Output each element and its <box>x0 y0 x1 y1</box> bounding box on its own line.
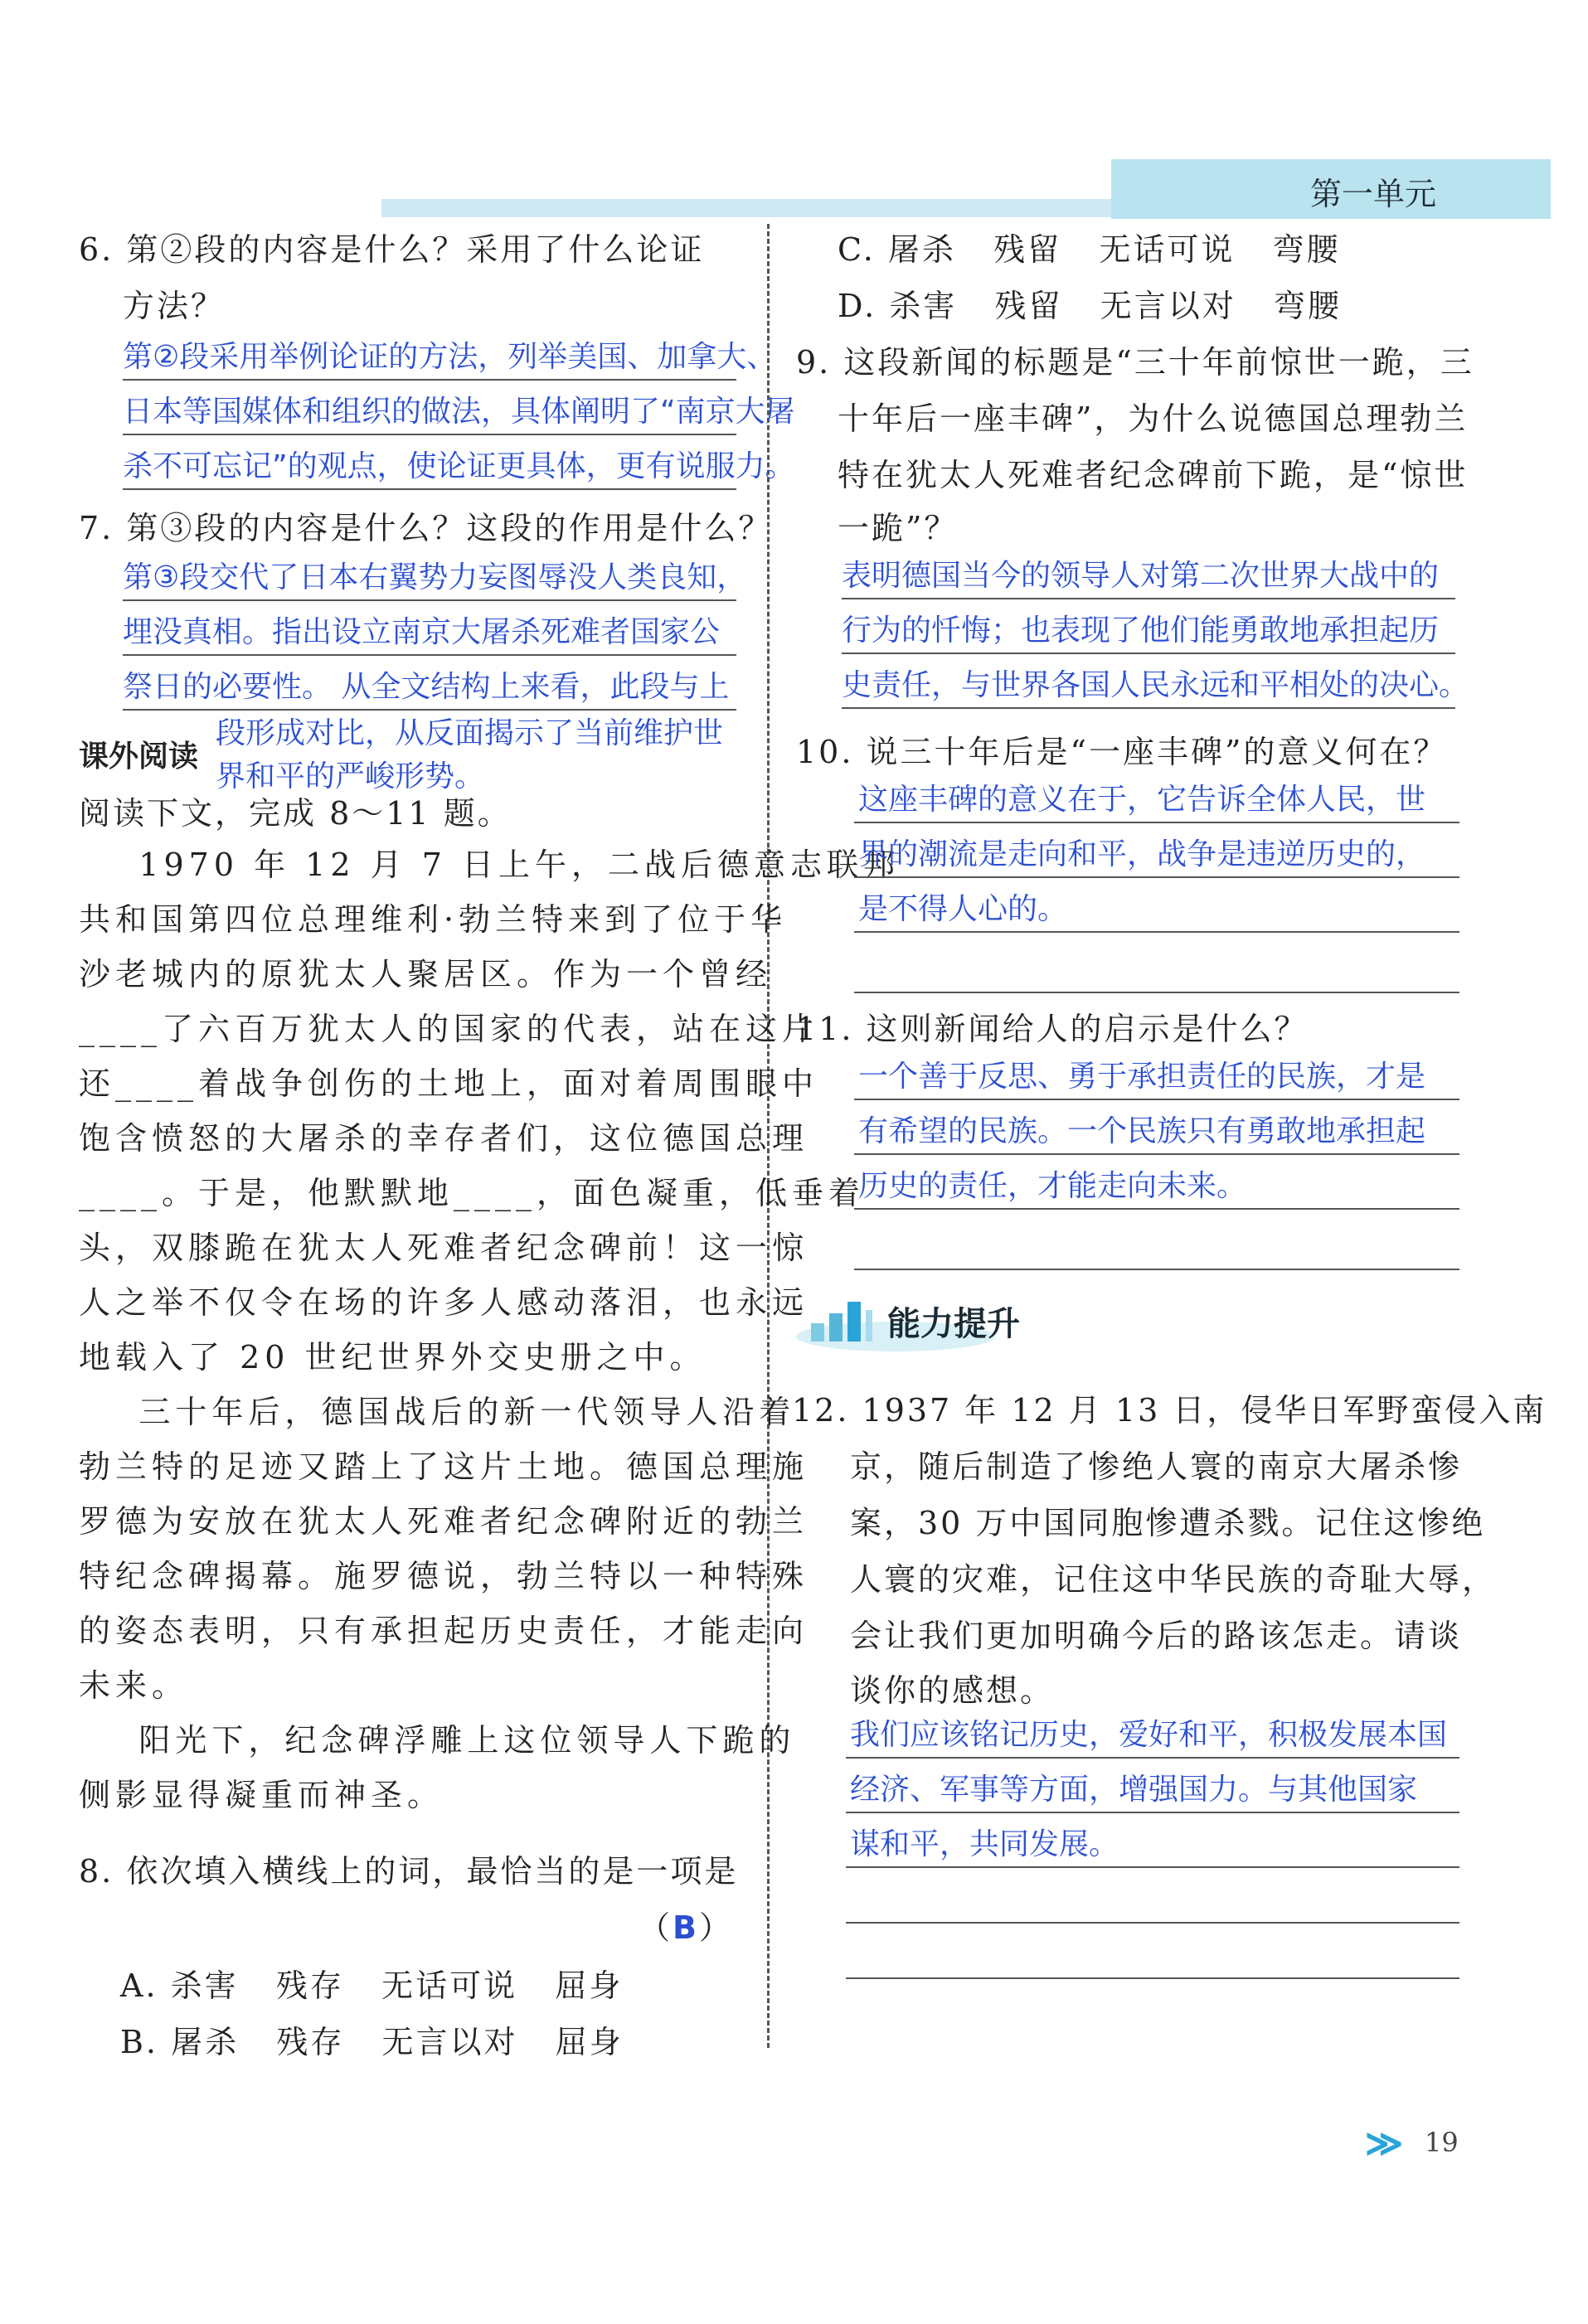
reading-passage <box>79 837 900 1822</box>
answer-11-line: 历史的责任，才能走向未来。 <box>858 1169 1247 1203</box>
question-12-line: 12. 1937 年 12 月 13 日，侵华日军野蛮侵入南 <box>792 1392 1547 1429</box>
passage-line: ____。于是，他默默地____，面色凝重，低垂着 <box>79 1175 866 1211</box>
answer-9-line: 史责任，与世界各国人民永远和平相处的决心。 <box>842 668 1469 702</box>
reading-instruction: 阅读下文，完成 8～11 题。 <box>79 795 512 832</box>
answer-7-line: 第③段交代了日本右翼势力妄图辱没人类良知， <box>123 560 747 594</box>
answer-6-line: 杀不可忘记”的观点，使论证更具体，更有说服力。 <box>123 449 795 483</box>
answer-line <box>854 931 1459 933</box>
answer-line <box>842 653 1455 654</box>
answer-line <box>123 599 736 601</box>
answer-line <box>854 1269 1459 1270</box>
answer-11-line: 一个善于反思、勇于承担责任的民族，才是 <box>858 1060 1426 1094</box>
question-9-line: 十年后一座丰碑”，为什么说德国总理勃兰 <box>838 400 1469 437</box>
passage-line: 侧影显得凝重而神圣。 <box>79 1777 444 1813</box>
answer-line <box>854 992 1459 993</box>
answer-7-line: 界和平的严峻形势。 <box>216 759 485 793</box>
page-number: 19 <box>1425 2127 1459 2158</box>
section-label-extra-reading: 课外阅读 <box>79 740 199 774</box>
option-a: A. 杀害 残存 无话可说 屈身 <box>120 1967 624 2004</box>
passage-line: 1970 年 12 月 7 日上午，二战后德意志联邦 <box>79 847 900 883</box>
answer-9-line: 表明德国当今的领导人对第二次世界大战中的 <box>842 559 1440 593</box>
passage-line: 共和国第四位总理维利·勃兰特来到了位于华 <box>79 901 788 938</box>
answer-7-line: 段形成对比，从反面揭示了当前维护世 <box>216 716 724 750</box>
question-9-line: 特在犹太人死难者纪念碑前下跪，是“惊世 <box>838 457 1469 493</box>
answer-11-line: 有希望的民族。一个民族只有勇敢地承担起 <box>858 1114 1426 1148</box>
double-chevron-icon: ≫ <box>1365 2123 1404 2165</box>
question-8-answer: B <box>673 1909 699 1946</box>
answer-12-line: 我们应该铭记历史，爱好和平，积极发展本国 <box>850 1718 1448 1752</box>
passage-line: 三十年后，德国战后的新一代领导人沿着 <box>79 1394 796 1430</box>
answer-line <box>846 1977 1459 1979</box>
ability-section-title: 能力提升 <box>887 1305 1020 1343</box>
question-10: 10. 说三十年后是“一座丰碑”的意义何在？ <box>796 734 1448 770</box>
passage-line: 地载入了 20 世纪世界外交史册之中。 <box>79 1339 707 1375</box>
answer-9-line: 行为的忏悔；也表现了他们能勇敢地承担起历 <box>842 614 1440 648</box>
passage-line: 的姿态表明，只有承担起历史责任，才能走向 <box>79 1613 809 1649</box>
question-12-line: 人寰的灾难，记住这中华民族的奇耻大辱， <box>850 1561 1497 1598</box>
passage-line: 罗德为安放在犹太人死难者纪念碑附近的勃兰 <box>79 1503 809 1540</box>
answer-line <box>846 1866 1459 1868</box>
answer-7-line: 埋没真相。指出设立南京大屠杀死难者国家公 <box>123 615 721 649</box>
answer-7-line: 祭日的必要性。 从全文结构上来看，此段与上 <box>123 670 730 704</box>
answer-line <box>854 822 1459 823</box>
passage-line: 特纪念碑揭幕。施罗德说，勃兰特以一种特殊 <box>79 1558 809 1594</box>
answer-line <box>123 379 736 381</box>
passage-line: 阳光下，纪念碑浮雕上这位领导人下跪的 <box>79 1722 796 1759</box>
answer-10-line: 这座丰碑的意义在于，它告诉全体人民，世 <box>858 783 1426 817</box>
question-8: 8. 依次填入横线上的词，最恰当的是一项是 <box>79 1853 739 1890</box>
answer-10-line: 界的潮流是走向和平，战争是违逆历史的， <box>858 837 1426 871</box>
answer-line <box>854 1153 1459 1155</box>
answer-line <box>123 488 736 490</box>
answer-12-line: 谋和平，共同发展。 <box>850 1827 1119 1861</box>
answer-12-line: 经济、军事等方面，增强国力。与其他国家 <box>850 1773 1418 1807</box>
passage-line: 勃兰特的足迹又踏上了这片土地。德国总理施 <box>79 1448 809 1485</box>
passage-line: 人之举不仅令在场的许多人感动落泪，也永远 <box>79 1284 809 1321</box>
question-6-line2: 方法？ <box>123 288 226 324</box>
answer-line <box>842 707 1455 709</box>
question-12-line: 谈你的感想。 <box>850 1672 1055 1709</box>
answer-line <box>846 1922 1459 1924</box>
answer-line <box>854 1208 1459 1210</box>
passage-line: 未来。 <box>79 1667 189 1704</box>
question-12-line: 会让我们更加明确今后的路该怎走。请谈 <box>850 1618 1463 1654</box>
question-9-line: 9. 这段新闻的标题是“三十年前惊世一跪，三 <box>796 344 1474 381</box>
passage-line: ____了六百万犹太人的国家的代表，站在这片 <box>79 1011 819 1047</box>
answer-line <box>846 1757 1459 1759</box>
question-8-answer-slot: （B） <box>639 1909 733 1946</box>
answer-6-line: 第②段采用举例论证的方法，列举美国、加拿大、 <box>123 340 777 374</box>
answer-6-line: 日本等国媒体和组织的做法，具体阐明了“南京大屠 <box>123 395 795 429</box>
answer-line <box>846 1812 1459 1813</box>
option-c: C. 屠杀 残留 无话可说 弯腰 <box>838 231 1341 268</box>
unit-title: 第一单元 <box>1310 176 1437 212</box>
question-11: 11. 这则新闻给人的启示是什么？ <box>796 1011 1309 1047</box>
question-7: 7. 第③段的内容是什么？这段的作用是什么？ <box>79 510 773 546</box>
passage-line: 头，双膝跪在犹太人死难者纪念碑前！这一惊 <box>79 1230 809 1266</box>
answer-10-line: 是不得人心的。 <box>858 892 1068 926</box>
answer-line <box>123 434 736 435</box>
answer-line <box>842 598 1455 599</box>
answer-line <box>854 876 1459 878</box>
option-b: B. 屠杀 残存 无言以对 屈身 <box>120 2024 624 2060</box>
option-d: D. 杀害 残留 无言以对 弯腰 <box>838 288 1342 324</box>
answer-line <box>854 1099 1459 1100</box>
passage-line: 饱含愤怒的大屠杀的幸存者们，这位德国总理 <box>79 1120 809 1157</box>
question-12-line: 京，随后制造了惨绝人寰的南京大屠杀惨 <box>850 1448 1463 1485</box>
header-band <box>381 199 1111 217</box>
question-6-line1: 6. 第②段的内容是什么？采用了什么论证 <box>79 231 705 268</box>
passage-line: 还____着战争创伤的土地上，面对着周围眼中 <box>79 1065 819 1102</box>
question-9-line: 一跪”？ <box>838 510 959 546</box>
passage-line: 沙老城内的原犹太人聚居区。作为一个曾经 <box>79 956 773 992</box>
question-12-line: 案，30 万中国同胞惨遭杀戮。记住这惨绝 <box>850 1505 1486 1541</box>
answer-line <box>123 654 736 656</box>
